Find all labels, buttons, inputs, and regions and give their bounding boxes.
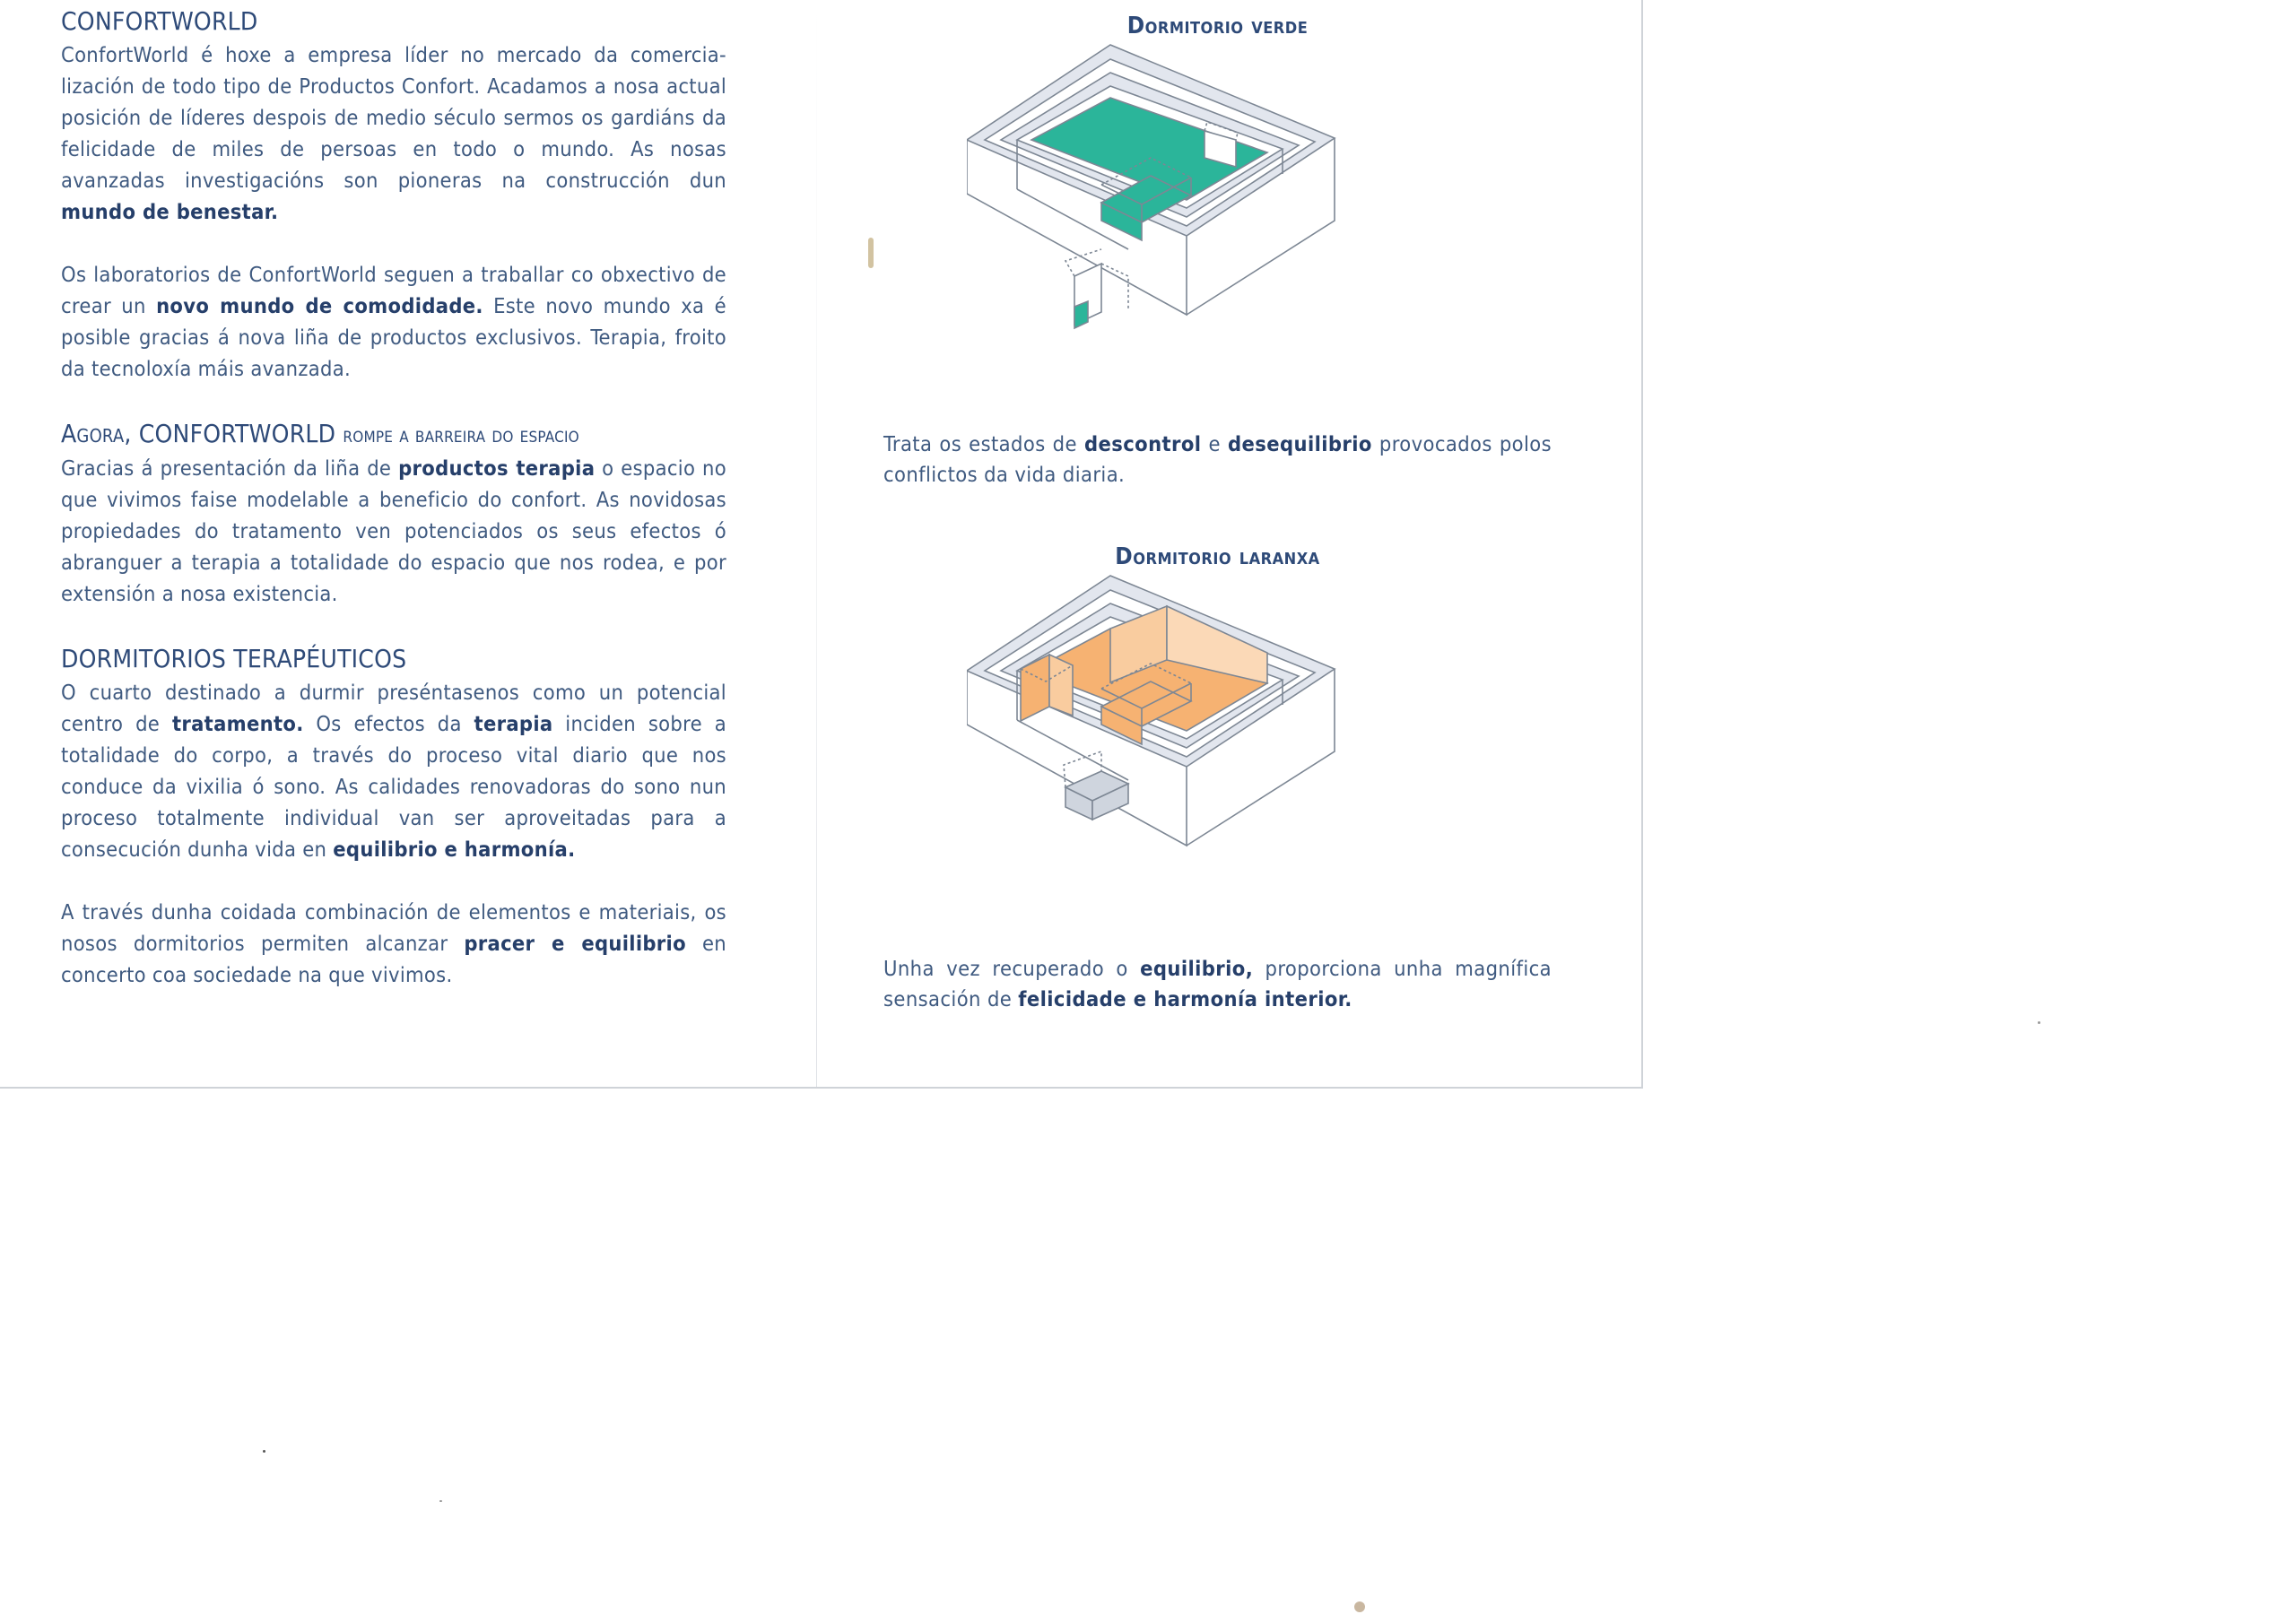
text-run: proporciona unha magnífica sensación de bbox=[883, 956, 1552, 1011]
heading-space-barrier-c: rompe a barreira do espacio bbox=[343, 422, 579, 447]
paragraph-intro bbox=[61, 39, 726, 228]
section-therapeutic-bedrooms bbox=[61, 641, 726, 991]
heading-confortworld: CONFORTWORLD bbox=[61, 6, 258, 36]
text-run: ConfortWorld é hoxe a empresa líder no mercado da comercia-lización de todo tipo de Productos Confort. Acadamos a nosa actual posición de líderes despois de medio século sermos os gardiáns da felicidade de miles de persoas en todo o mundo. As nosas avanzadas investigacións son pioneras na construcción dun bbox=[61, 42, 726, 193]
text-run: e bbox=[1201, 431, 1228, 456]
paragraph-sleep bbox=[61, 677, 726, 865]
emphasis-text: productos terapia bbox=[398, 456, 596, 481]
paragraph-materials bbox=[61, 897, 726, 991]
paragraph-therapy-products bbox=[61, 453, 726, 610]
section-space-barrier bbox=[61, 416, 726, 610]
text-run: Os laboratorios de ConfortWorld seguen a traballar co obxectivo de crear un bbox=[61, 262, 726, 318]
text-run: A través dunha coidada combinación de elementos e materiais, os nosos dormitorios permiten alcanzar bbox=[61, 899, 726, 956]
fold-line bbox=[816, 0, 817, 1087]
text-run: o espacio no que vivimos faise modelable a beneficio do confort. As novidosas propiedades do tratamento ven potenciados os seus efectos ó abranguer a terapia a totalidade do espacio que nos rodea, e por extensión a nosa existencia. bbox=[61, 456, 726, 606]
emphasis-text: felicidade e harmonía interior. bbox=[1018, 986, 1352, 1011]
scan-speck bbox=[439, 1500, 442, 1502]
text-run: Trata os estados de bbox=[883, 431, 1084, 456]
section-confortworld bbox=[61, 4, 726, 385]
room-orange-caption bbox=[883, 953, 1552, 1014]
emphasis-text: tratamento. bbox=[171, 711, 304, 736]
text-run: en concerto coa sociedade na que vivimos. bbox=[61, 931, 726, 987]
heading-space-barrier bbox=[61, 416, 726, 453]
text-run: Unha vez recuperado o bbox=[883, 956, 1141, 981]
room-green-title: Dormitorio verde bbox=[1126, 13, 1309, 39]
scan-speck bbox=[263, 1450, 265, 1453]
heading-space-barrier-b: CONFORTWORLD bbox=[138, 419, 336, 448]
room-orange-title: Dormitorio laranxa bbox=[1115, 543, 1320, 570]
scan-speck bbox=[2038, 1021, 2040, 1024]
emphasis-text: terapia bbox=[474, 711, 553, 736]
text-run: Este novo mundo xa é posible gracias á nova liña de productos exclusivos. Terapia, froito da tecnoloxía máis avanzada. bbox=[61, 293, 726, 381]
text-run: Gracias á presentación da liña de bbox=[61, 456, 399, 481]
room-green-caption bbox=[883, 429, 1552, 490]
emphasis-text: novo mundo de comodidade. bbox=[156, 293, 483, 318]
heading-space-barrier-a: Agora, bbox=[61, 419, 132, 448]
brochure-sheet bbox=[0, 0, 1643, 1089]
left-column bbox=[61, 4, 726, 1022]
emphasis-text: desequilibrio bbox=[1227, 431, 1372, 456]
text-run: O cuarto destinado a durmir preséntasenos como un potencial centro de bbox=[61, 680, 726, 736]
text-run: Os efectos da bbox=[303, 711, 474, 736]
scan-speck bbox=[1354, 1601, 1365, 1612]
room-green-illustration bbox=[967, 41, 1469, 400]
emphasis-text: pracer e equilibrio bbox=[464, 931, 686, 956]
scan-speck bbox=[868, 238, 874, 268]
emphasis-text: mundo de benestar. bbox=[61, 199, 279, 224]
heading-therapeutic-bedrooms: DORMITORIOS TERAPÉUTICOS bbox=[61, 644, 407, 673]
room-orange-illustration bbox=[967, 572, 1469, 931]
text-run: inciden sobre a totalidade do corpo, a través do proceso vital diario que nos conduce da vixilia ó sono. As calidades renovadoras do sono nun proceso totalmente individual van ser aproveitadas para a consecución dunha vida en bbox=[61, 711, 726, 862]
emphasis-text: equilibrio, bbox=[1140, 956, 1254, 981]
right-column bbox=[883, 0, 1552, 1014]
emphasis-text: descontrol bbox=[1083, 431, 1202, 456]
emphasis-text: equilibrio e harmonía. bbox=[333, 837, 576, 862]
paragraph-laboratories bbox=[61, 259, 726, 385]
text-run: provocados polos conflictos da vida diaria. bbox=[883, 431, 1552, 487]
